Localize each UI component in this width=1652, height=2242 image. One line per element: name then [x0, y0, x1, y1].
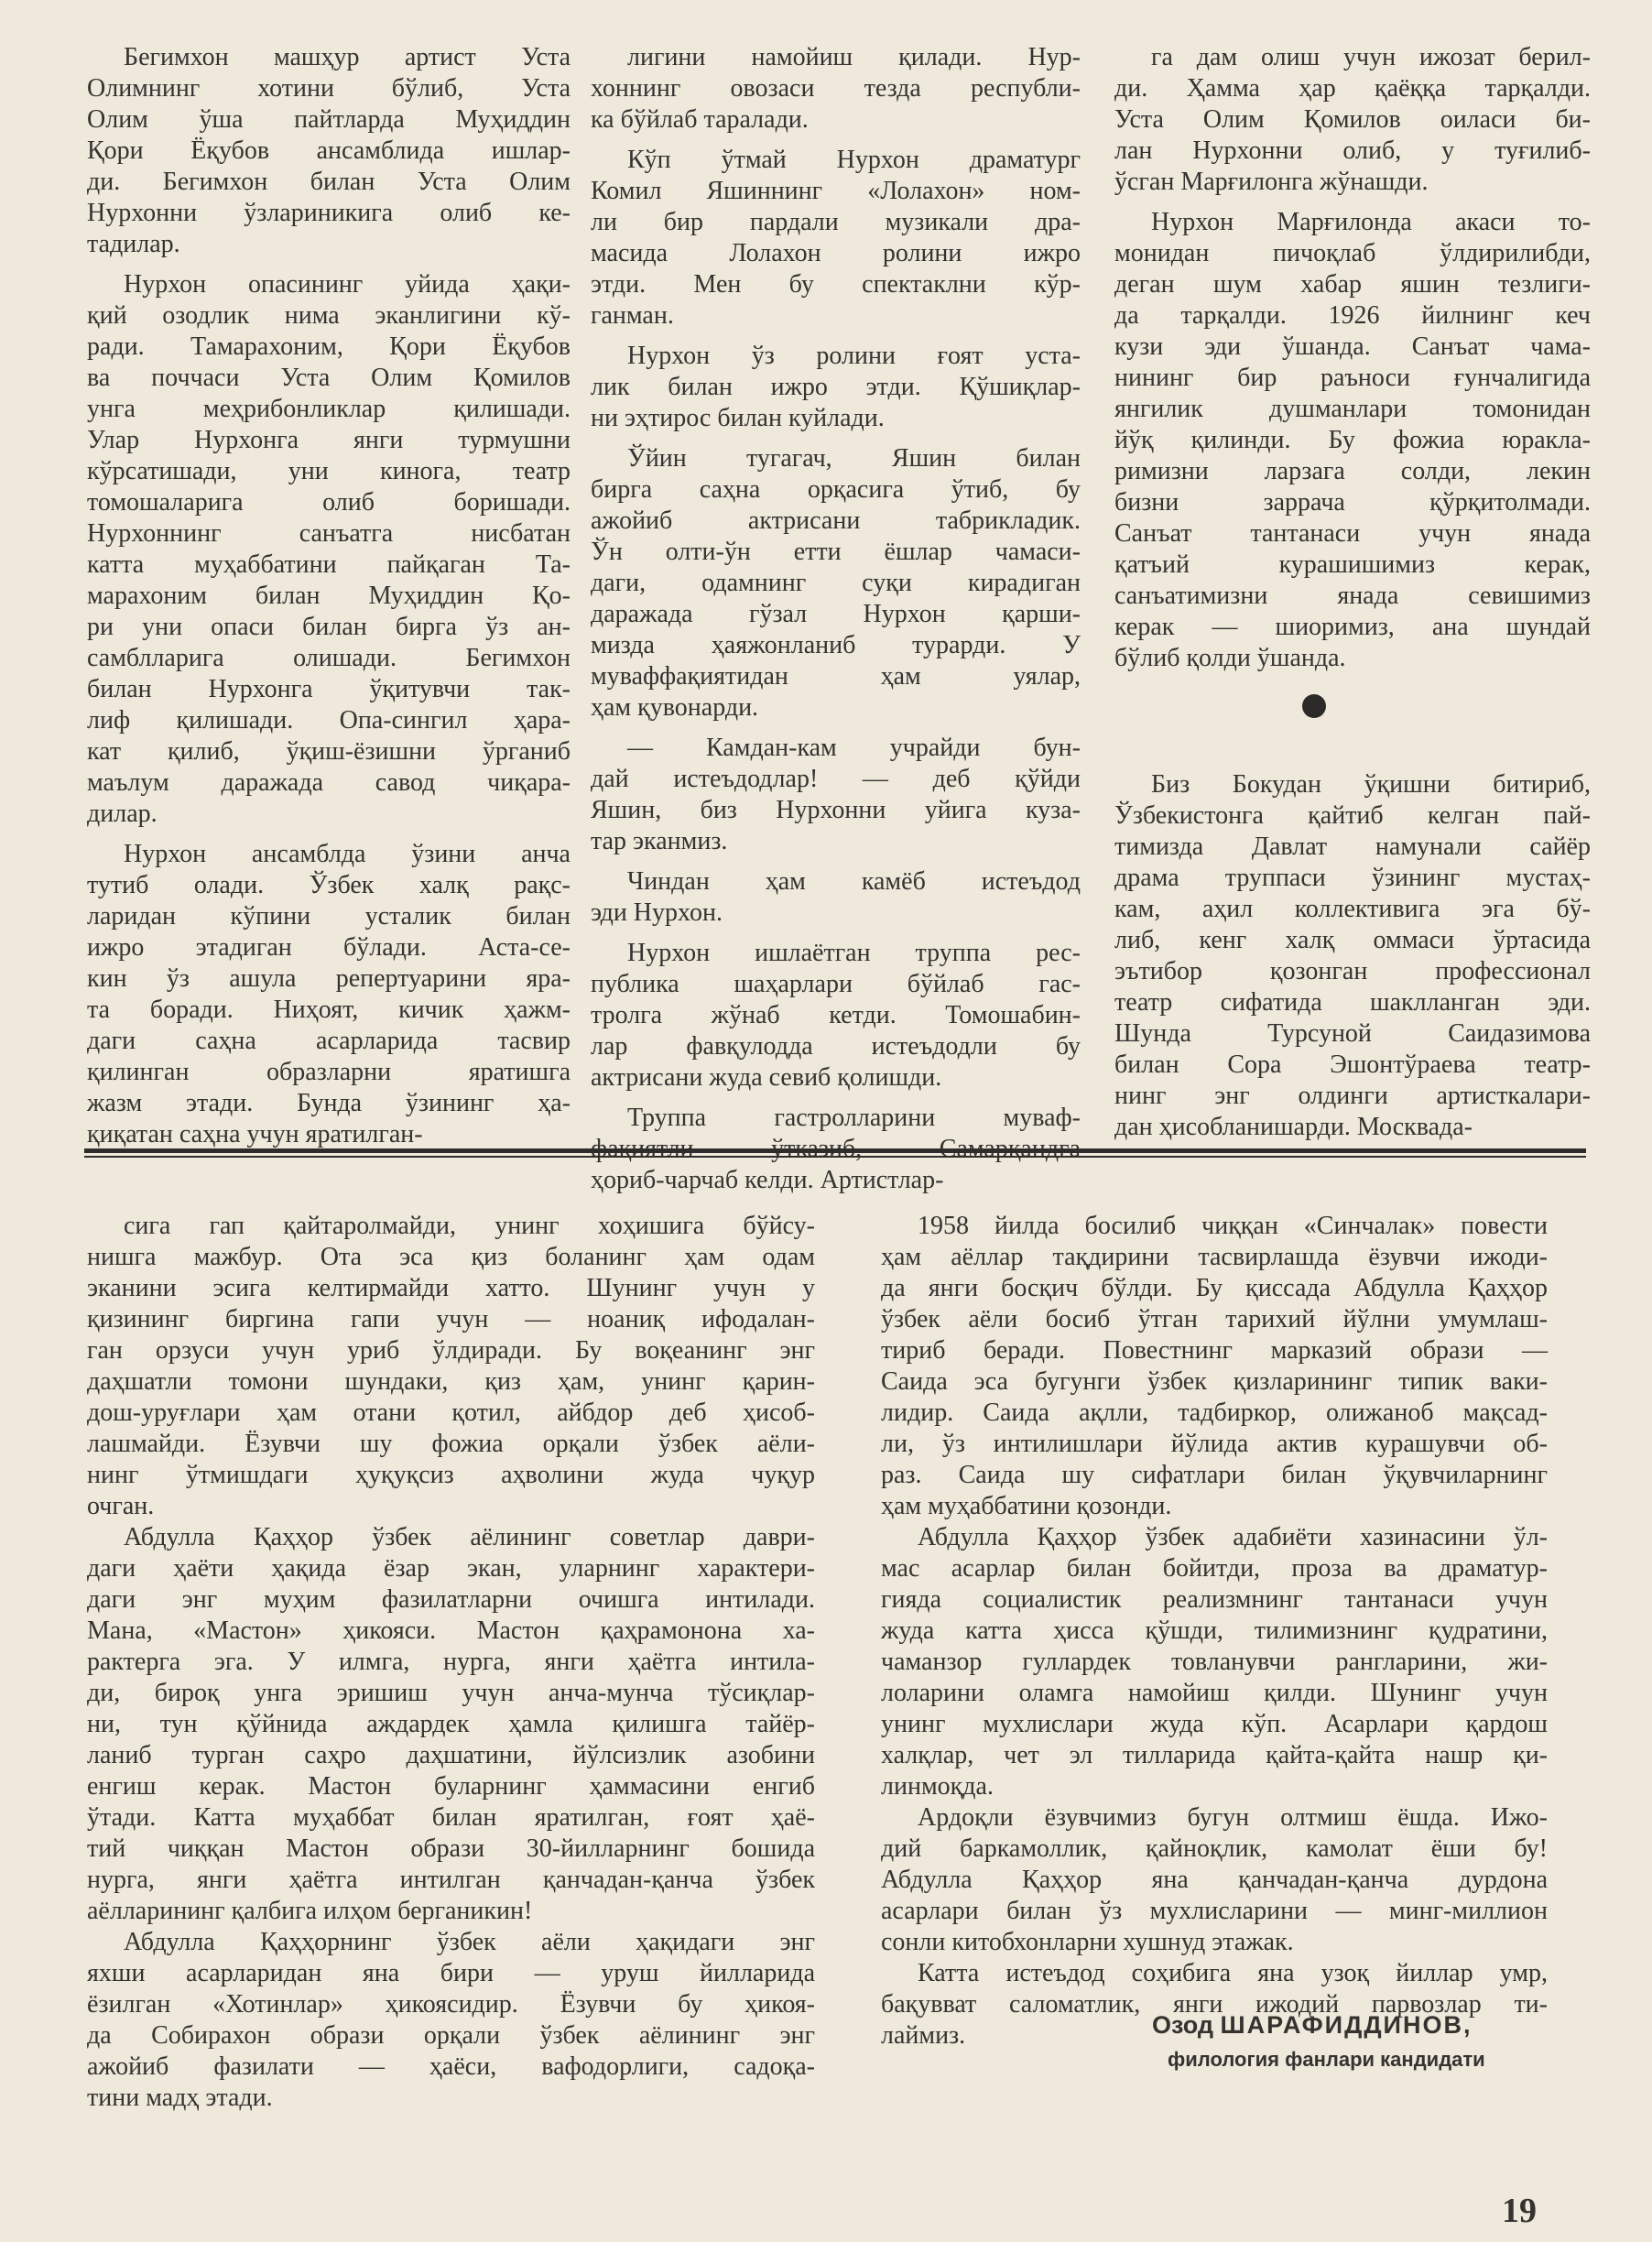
paragraph [87, 1211, 815, 1522]
text-line: асарлари билан ўз мухлисларини — минг-миллион [881, 1897, 1548, 1925]
text-line: хоннинг овозаси тезда республи- [591, 74, 1081, 103]
text-line: дилар. [87, 800, 158, 828]
text-line: тутиб олади. Ўзбек халқ рақс- [87, 871, 571, 899]
article-column-top-2 [591, 42, 1081, 1205]
text-line: Олим ўша пайтларда Муҳиддин [87, 105, 571, 134]
article-column-top-3 [1114, 42, 1591, 683]
text-line: ажойиб актрисани табрикладик. [591, 506, 1081, 535]
text-line: Абдулла Қаҳҳор ўзбек адабиёти хазинасини ўл- [918, 1523, 1548, 1551]
text-line: мас асарлар билан бойитди, проза ва драматур- [881, 1554, 1548, 1583]
article-column-bottom-1 [87, 1211, 815, 2114]
text-line: томошаларига олиб боришади. [87, 488, 571, 517]
text-line: Шунда Турсуной Саидазимова [1114, 1019, 1591, 1048]
text-line: ли, ўз интилишлари йўлида актив курашувчи об- [881, 1430, 1548, 1458]
text-line: ганман. [591, 301, 674, 330]
text-line: бўлиб қолди ўшанда. [1114, 644, 1346, 672]
text-line: қий озодлик нима эканлигини кў- [87, 301, 571, 330]
text-line: жазм этади. Бунда ўзининг ҳа- [87, 1089, 571, 1117]
paragraph [591, 938, 1081, 1094]
text-line: билан Нурхонга ўқитувчи так- [87, 675, 571, 703]
paragraph [87, 42, 571, 260]
text-line: Труппа гастролларини муваф- [627, 1104, 1081, 1132]
text-line: жуда катта ҳисса қўшди, тилимизнинг қудратини, [881, 1616, 1548, 1645]
text-line: кин ўз ашула репертуарини яра- [87, 964, 571, 993]
text-line: Абдулла Қаҳҳор ўзбек аёлининг советлар даври- [124, 1523, 815, 1551]
text-line: Кўп ўтмай Нурхон драматург [627, 146, 1081, 174]
text-line: тимизда Давлат намунали сайёр [1114, 833, 1591, 861]
text-line: га дам олиш учун ижозат берил- [1151, 43, 1591, 71]
text-line: Абдулла Қаҳҳорнинг ўзбек аёли ҳақидаги энг [124, 1928, 815, 1956]
text-line: аёлларининг қалбига илҳом берганикин! [87, 1897, 533, 1925]
text-line: да Собирахон образи орқали ўзбек аёлининг энг [87, 2021, 815, 2050]
author-signature [1152, 2011, 1472, 2040]
text-line: даги ҳаёти ҳақида ёзар экан, уларнинг характери- [87, 1554, 815, 1583]
text-line: лигини намойиш қилади. Нур- [627, 43, 1081, 71]
paragraph [591, 341, 1081, 434]
text-line: тар эканмиз. [591, 827, 728, 855]
text-line: ҳам аёллар тақдирини тасвирлашда ёзувчи ижоди- [881, 1243, 1548, 1271]
text-line: Абдулла Қаҳҳор яна қанчадан-қанча дурдона [881, 1866, 1548, 1894]
section-divider-thin [84, 1156, 1586, 1158]
text-line: нишга мажбур. Ота эса қиз боланинг ҳам одам [87, 1243, 815, 1271]
text-line: катта муҳаббатини пайқаган Та- [87, 550, 571, 579]
text-line: даҳшатли томони шундаки, қиз ҳам, унинг қарин- [87, 1367, 815, 1396]
text-line: ган орзуси учун уриб ўлдиради. Бу воқеанинг энг [87, 1336, 815, 1365]
text-line: линмоқда. [881, 1772, 994, 1801]
paragraph [87, 269, 571, 830]
text-line: тини мадҳ этади. [87, 2084, 273, 2112]
text-line: Бегимхон машҳур артист Уста [124, 43, 571, 71]
text-line: Қори Ёқубов ансамблида ишлар- [87, 136, 571, 165]
text-line: бирга саҳна орқасига ўтиб, бу [591, 475, 1081, 504]
article-column-top-1 [87, 42, 571, 1159]
text-line: санъатимизни янада севишимиз [1114, 582, 1591, 610]
text-line: унга меҳрибонликлар қилишади. [87, 395, 571, 423]
text-line: лар фавқулодда истеъдодли бу [591, 1032, 1081, 1061]
text-line: бизни заррача қўрқитолмади. [1114, 488, 1591, 517]
text-line: дош-уруғлари ҳам отани қотил, айбдор деб ҳисоб- [87, 1399, 815, 1427]
text-line: нинг ўтмишдаги ҳуқуқсиз аҳволини жуда чуқур [87, 1461, 815, 1489]
text-line: ҳориб-чарчаб келди. Артистлар- [591, 1166, 944, 1194]
text-line: Уста Олим Қомилов оиласи би- [1114, 105, 1591, 134]
text-line: яхши асарларидан яна бири — уруш йилларида [87, 1959, 815, 1987]
text-line: қатъий курашишимиз керак, [1114, 550, 1591, 579]
text-line: тириб беради. Повестнинг марказий образи — [881, 1336, 1548, 1365]
text-line: ка бўйлаб таралади. [591, 105, 809, 134]
text-line: ни эҳтирос билан куйлади. [591, 404, 885, 432]
text-line: Нурхон Марғилонда акаси то- [1151, 208, 1591, 236]
text-line: Ўйин тугагач, Яшин билан [627, 444, 1081, 473]
article-column-bottom-2 [881, 1211, 1548, 2052]
text-line: мизда ҳаяжонланиб турарди. У [591, 631, 1081, 659]
paragraph [87, 839, 571, 1150]
text-line: — Камдан-кам учрайди бун- [627, 734, 1081, 762]
text-line: ди. Ҳамма ҳар қаёққа тарқалди. [1114, 74, 1591, 103]
text-line: чаманзор гуллардек товланувчи рангларини, жи- [881, 1648, 1548, 1676]
text-line: ди, бироқ унга эришиш учун анча-мунча тўсиқлар- [87, 1679, 815, 1707]
author-first-name: Озод [1152, 2011, 1214, 2039]
text-line: халқлар, чет эл тилларида қайта-қайта нашр қи- [881, 1741, 1548, 1769]
paragraph [881, 1522, 1548, 1802]
text-line: Нурхон ансамблда ўзини анча [124, 840, 571, 868]
text-line: да тарқалди. 1926 йилнинг кеч [1114, 301, 1591, 330]
text-line: ҳам қувонарди. [591, 693, 759, 722]
text-line: Чиндан ҳам камёб истеъдод [627, 867, 1081, 896]
text-line: самблларига олишади. Бегимхон [87, 644, 571, 672]
paragraph [591, 42, 1081, 136]
article-column-top-3-continued [1114, 769, 1591, 1152]
paragraph [87, 1927, 815, 2114]
text-line: театр сифатида шаклланган эди. [1114, 988, 1591, 1017]
text-line: ҳам муҳаббатини қозонди. [881, 1492, 1172, 1520]
text-line: рактерга эга. У илмга, нурга, янги ҳаётга интила- [87, 1648, 815, 1676]
text-line: гияда социалистик реализмнинг тантанаси учун [881, 1585, 1548, 1614]
paragraph [881, 1802, 1548, 1958]
text-line: дай истеъдодлар! — деб қўйди [591, 765, 1081, 793]
text-line: Нурхонни ўзлариникига олиб ке- [87, 199, 571, 227]
text-line: қиқатан саҳна учун яратилган- [87, 1120, 423, 1148]
text-line: Санъат тантанаси учун янада [1114, 519, 1591, 548]
text-line: Ардоқли ёзувчимиз бугун олтмиш ёшда. Ижо- [918, 1803, 1548, 1832]
text-line: даги энг муҳим фазилатларни очишга интилади. [87, 1585, 815, 1614]
text-line: тадилар. [87, 230, 180, 258]
text-line: драма труппаси ўзининг мустаҳ- [1114, 864, 1591, 892]
text-line: кўрсатишади, уни киногa, театр [87, 457, 571, 485]
text-line: қизининг биргина гапи учун — ноаниқ ифодалан- [87, 1305, 815, 1333]
page-number: 19 [1502, 2192, 1537, 2230]
text-line: очган. [87, 1492, 155, 1520]
text-line: этди. Мен бу спектаклни кўр- [591, 270, 1081, 299]
author-last-name: ШАРАФИДДИНОВ, [1220, 2011, 1473, 2039]
text-line: раз. Саида шу сифатлари билан ўқувчиларнинг [881, 1461, 1548, 1489]
text-line: ўсган Марғилонга жўнашди. [1114, 168, 1429, 196]
text-line: Катта истеъдод соҳибига яна узоқ йиллар умр, [918, 1959, 1548, 1987]
text-line: та боради. Ниҳоят, кичик ҳажм- [87, 996, 571, 1024]
text-line: ёзилган «Хотинлар» ҳикоясидир. Ёзувчи бу ҳикоя- [87, 1990, 815, 2019]
text-line: Улар Нурхонга янги турмушни [87, 426, 571, 454]
text-line: Нурхон опасининг уйида ҳақи- [124, 270, 571, 299]
text-line: янгилик душманлари томонидан [1114, 395, 1591, 423]
paragraph [881, 1211, 1548, 1522]
text-line: лашмайди. Ёзувчи шу фожиа орқали ўзбек аёли- [87, 1430, 815, 1458]
text-line: бақувват саломатлик, янги ижодий парвозлар ти- [881, 1990, 1548, 2019]
text-line: лоларини оламга намойиш қилди. Шунинг учун [881, 1679, 1548, 1707]
text-line: нининг бир раъноси ғунчалигида [1114, 364, 1591, 392]
text-line: Нурхон ишлаётган труппа рес- [627, 939, 1081, 967]
text-line: 1958 йилда босилиб чиққан «Синчалак» повести [918, 1212, 1548, 1240]
text-line: қилинган образларни яратишга [87, 1058, 571, 1086]
text-line: ва поччаси Уста Олим Қомилов [87, 364, 571, 392]
text-line: дий баркамоллик, қайноқлик, камолат ёши бу! [881, 1834, 1548, 1863]
text-line: эътибор қозонган профессионал [1114, 957, 1591, 985]
author-title: филология фанлари кандидати [1168, 2048, 1485, 2071]
text-line: кам, аҳил коллективига эга бў- [1114, 895, 1591, 923]
text-line: унинг мухлислари жуда кўп. Асарлари қардош [881, 1710, 1548, 1738]
text-line: ли бир пардали музикали дра- [591, 208, 1081, 236]
text-line: сонли китобхонларни хушнуд этажак. [881, 1928, 1294, 1956]
paragraph [1114, 769, 1591, 1143]
text-line: кузи эди ўшанда. Санъат чама- [1114, 332, 1591, 361]
text-line: Мана, «Мастон» ҳикояси. Мастон қаҳрамонона ха- [87, 1616, 815, 1645]
text-line: Комил Яшиннинг «Лолахон» ном- [591, 177, 1081, 205]
text-line: керак — шиоримиз, ана шундай [1114, 613, 1591, 641]
text-line: йўқ қилинди. Бу фожиа юракла- [1114, 426, 1591, 454]
text-line: эди Нурхон. [591, 898, 723, 927]
text-line: Биз Бокудан ўқишни битириб, [1151, 770, 1591, 799]
text-line: даги, одамнинг суқи кирадиган [591, 569, 1081, 597]
text-line: Нурхон ўз ролини ғоят уста- [627, 342, 1081, 370]
text-line: лик билан ижро этди. Қўшиқлар- [591, 373, 1081, 401]
text-line: ларидан кўпини усталик билан [87, 902, 571, 931]
text-line: ради. Тамарахоним, Қори Ёқубов [87, 332, 571, 361]
section-divider-thick [84, 1148, 1586, 1153]
text-line: маълум даражада савод чиқара- [87, 768, 571, 797]
text-line: деган шум хабар яшин тезлиги- [1114, 270, 1591, 299]
paragraph [1114, 207, 1591, 674]
text-line: монидан пичоқлаб ўлдирилибди, [1114, 239, 1591, 267]
text-line: муваффақиятидан ҳам уялар, [591, 662, 1081, 691]
text-line: ижро этадиган бўлади. Аста-се- [87, 933, 571, 962]
text-line: масида Лолахон ролини ижро [591, 239, 1081, 267]
text-line: лидир. Саида ақлли, тадбиркор, олижаноб мақсад- [881, 1399, 1548, 1427]
text-line: публика шаҳарлари бўйлаб гас- [591, 970, 1081, 998]
text-line: тролга жўнаб кетди. Томошабин- [591, 1001, 1081, 1029]
text-line: лан Нурхонни олиб, у туғилиб- [1114, 136, 1591, 165]
text-line: либ, кенг халқ оммаси ўртасида [1114, 926, 1591, 954]
text-line: тий чиққан Мастон образи 30-йилларнинг бошида [87, 1834, 815, 1863]
text-line: Яшин, биз Нурхонни уйига куза- [591, 796, 1081, 824]
text-line: да янги босқич бўлди. Бу қиссада Абдулла Қаҳҳор [881, 1274, 1548, 1302]
text-line: нурга, янги ҳаётга интилган қанчадан-қанча ўзбек [87, 1866, 815, 1894]
text-line: нинг энг олдинги артисткалари- [1114, 1082, 1591, 1110]
text-line: лиф қилишади. Опа-сингил ҳара- [87, 706, 571, 735]
text-line: Нурхоннинг санъатга нисбатан [87, 519, 571, 548]
text-line: сига гап қайтаролмайди, унинг хоҳишига бўйсу- [124, 1212, 815, 1240]
paragraph [591, 866, 1081, 929]
paragraph [591, 145, 1081, 332]
section-separator-bullet-icon [1302, 694, 1326, 718]
text-line: Саида эса бугунги ўзбек қизларининг типик ваки- [881, 1367, 1548, 1396]
text-line: актрисани жуда севиб қолишди. [591, 1063, 942, 1092]
text-line: даражада гўзал Нурхон қарши- [591, 600, 1081, 628]
text-line: ди. Бегимхон билан Уста Олим [87, 168, 571, 196]
paragraph [87, 1522, 815, 1927]
text-line: ўзбек аёли босиб ўтган тарихий йўлни умумлаш- [881, 1305, 1548, 1333]
text-line: кат қилиб, ўқиш-ёзишни ўрганиб [87, 737, 571, 766]
text-line: лаймиз. [881, 2021, 966, 2050]
text-line: дан ҳисобланишарди. Москвада- [1114, 1113, 1473, 1141]
paragraph [591, 733, 1081, 857]
text-line: ажойиб фазилати — ҳаёси, вафодорлиги, садоқа- [87, 2052, 815, 2081]
text-line: Олимнинг хотини бўлиб, Уста [87, 74, 571, 103]
text-line: билан Сора Эшонтўраева театр- [1114, 1050, 1591, 1079]
text-line: енгиш керак. Мастон буларнинг ҳаммасини енгиб [87, 1772, 815, 1801]
paragraph [591, 443, 1081, 724]
text-line: римизни ларзага солди, лекин [1114, 457, 1591, 485]
text-line: эканини эсига келтирмайди хатто. Шунинг учун у [87, 1274, 815, 1302]
text-line: Ўзбекистонга қайтиб келган пай- [1114, 801, 1591, 830]
text-line: ўтади. Катта муҳаббат билан яратилган, ғоят ҳаё- [87, 1803, 815, 1832]
text-line: марахоним билан Муҳиддин Қо- [87, 582, 571, 610]
text-line: даги саҳна асарларида тасвир [87, 1027, 571, 1055]
text-line: Ўн олти-ўн етти ёшлар чамаси- [591, 538, 1081, 566]
text-line: ни, тун қўйнида аждардек ҳамла қилишга тайёр- [87, 1710, 815, 1738]
text-line: ланиб турган саҳро даҳшатини, йўлсизлик азобини [87, 1741, 815, 1769]
text-line: ри уни опаси билан бирга ўз ан- [87, 613, 571, 641]
paragraph [1114, 42, 1591, 198]
